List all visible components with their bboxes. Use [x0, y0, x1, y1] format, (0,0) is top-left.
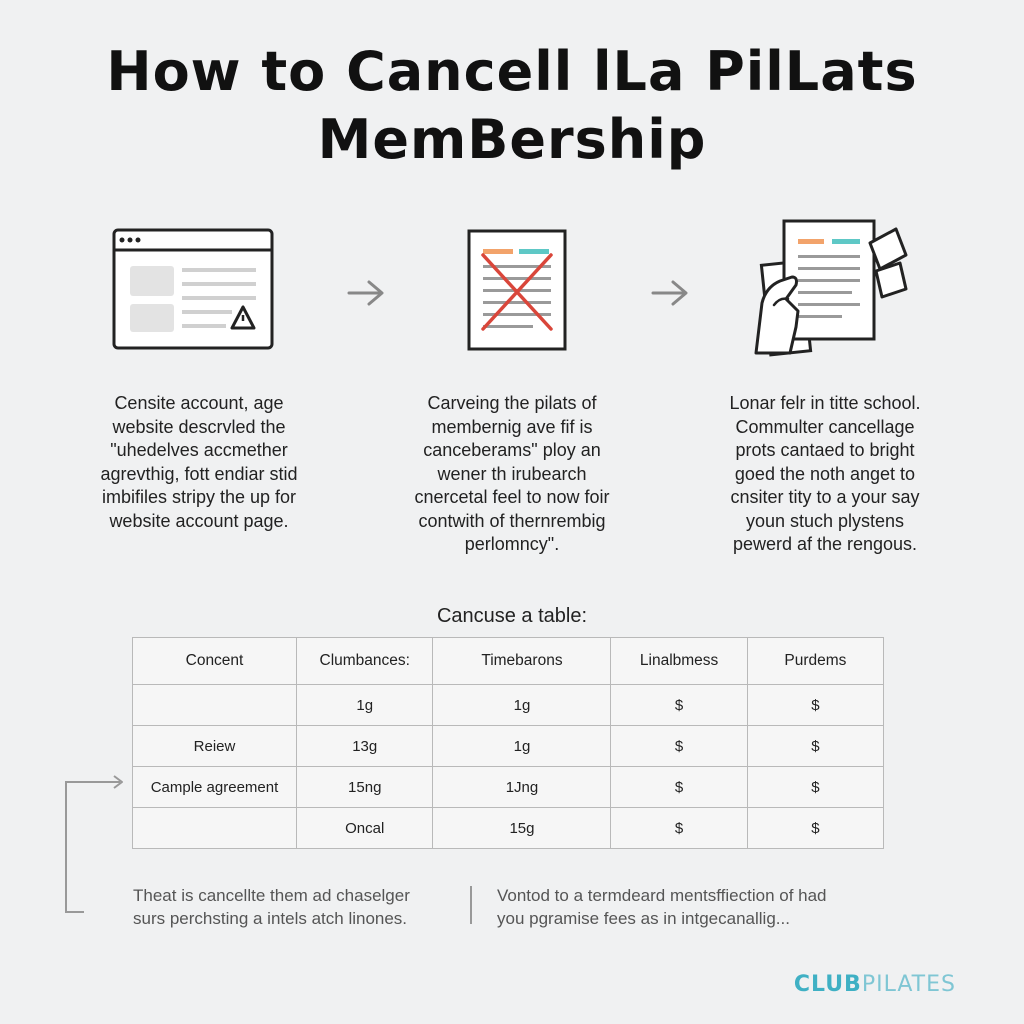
table-cell: 13g [296, 726, 433, 767]
table-cell [133, 685, 297, 726]
brand-club: CLUB [793, 972, 862, 997]
browser-window-icon [112, 228, 274, 350]
page-title-line-1: How to Cancell lLa PilLats [106, 40, 918, 103]
table-cell: 1g [296, 685, 433, 726]
step-1-line: agrevthig, fott endiar stid [100, 463, 298, 484]
brand-logo [794, 972, 956, 997]
step-2-line: perlomncy". [464, 534, 560, 554]
footnote-divider [470, 886, 472, 924]
table-cell: Oncal [296, 808, 433, 849]
table-cell [133, 808, 297, 849]
table-header-cell: Timebarons [433, 638, 611, 685]
step-3-line: cnsiter tity to a your say [730, 487, 920, 507]
table-cell: $ [611, 808, 747, 849]
step-1-line: imbifiles stripy the up for [101, 487, 297, 507]
table-cell: Reiew [133, 726, 297, 767]
table-row [133, 685, 884, 726]
step-2-line: membernig ave fif is [431, 416, 593, 437]
step-2-line: wener th irubearch [437, 463, 587, 484]
step-1-line: "uhedelves accmether [110, 440, 288, 460]
hand-holding-documents-icon [752, 215, 912, 357]
table-cell: $ [747, 767, 883, 808]
footnote-line: you pgramise fees as in intgecanallig... [497, 909, 790, 928]
table-cell: $ [747, 808, 883, 849]
step-2-line: contwith of thernrembig [418, 510, 606, 531]
step-1-line: website descrvled the [112, 416, 286, 437]
table-cell: $ [611, 726, 747, 767]
table-cell: 1g [433, 726, 611, 767]
bracket-arrow-icon [60, 772, 132, 918]
footnote-right [497, 884, 827, 930]
footnote-line: surs perchsting a intels atch linones. [133, 909, 408, 928]
table-cell: $ [611, 685, 747, 726]
step-3-line: youn stuch plystens [745, 510, 905, 531]
table-header-cell: Concent [133, 638, 297, 685]
table-row [133, 767, 884, 808]
step-3-line: Lonar felr in titte school. [729, 393, 921, 413]
arrow-right-icon [650, 278, 690, 308]
brand-pilates: PILATES [861, 972, 956, 997]
step-3-description [685, 392, 965, 557]
table-row [133, 808, 884, 849]
table-cell: $ [747, 685, 883, 726]
step-3-line: goed the noth anget to [734, 463, 916, 484]
step-2-line: cnercetal feel to now foir [414, 487, 610, 507]
table-cell: $ [747, 726, 883, 767]
step-2-description [372, 392, 652, 557]
table-cell: 15g [433, 808, 611, 849]
footnote-line: Vontod to a termdeard mentsffiection of had [497, 886, 827, 905]
table-row [133, 726, 884, 767]
table-title: Cancuse a table: [436, 605, 588, 627]
step-1-description [59, 392, 339, 533]
footnote-left [133, 884, 410, 930]
table-cell: 15ng [296, 767, 433, 808]
cancellation-table [132, 637, 884, 849]
table-cell: $ [611, 767, 747, 808]
table-header-cell: Clumbances: [296, 638, 433, 685]
table-header-cell: Linalbmess [611, 638, 747, 685]
step-1-line: website account page. [109, 510, 289, 531]
crossed-document-icon [467, 229, 567, 351]
table-cell: Cample agreement [133, 767, 297, 808]
table-cell: 1g [433, 685, 611, 726]
step-3-line: prots cantaed to bright [735, 440, 915, 460]
step-3-line: Commulter cancellage [735, 416, 915, 437]
table-header-cell: Purdems [747, 638, 883, 685]
footnote-line: Theat is cancellte them ad chaselger [133, 886, 410, 905]
step-2-line: Carveing the pilats of [427, 393, 597, 413]
arrow-right-icon [346, 278, 386, 308]
page-title-line-2: MemBership [317, 108, 707, 171]
step-2-line: canceberams" ploy an [423, 440, 601, 460]
step-1-line: Censite account, age [114, 393, 284, 413]
step-3-line: pewerd af the rengous. [732, 534, 918, 554]
table-cell: 1Jng [433, 767, 611, 808]
table-header-row [133, 638, 884, 685]
